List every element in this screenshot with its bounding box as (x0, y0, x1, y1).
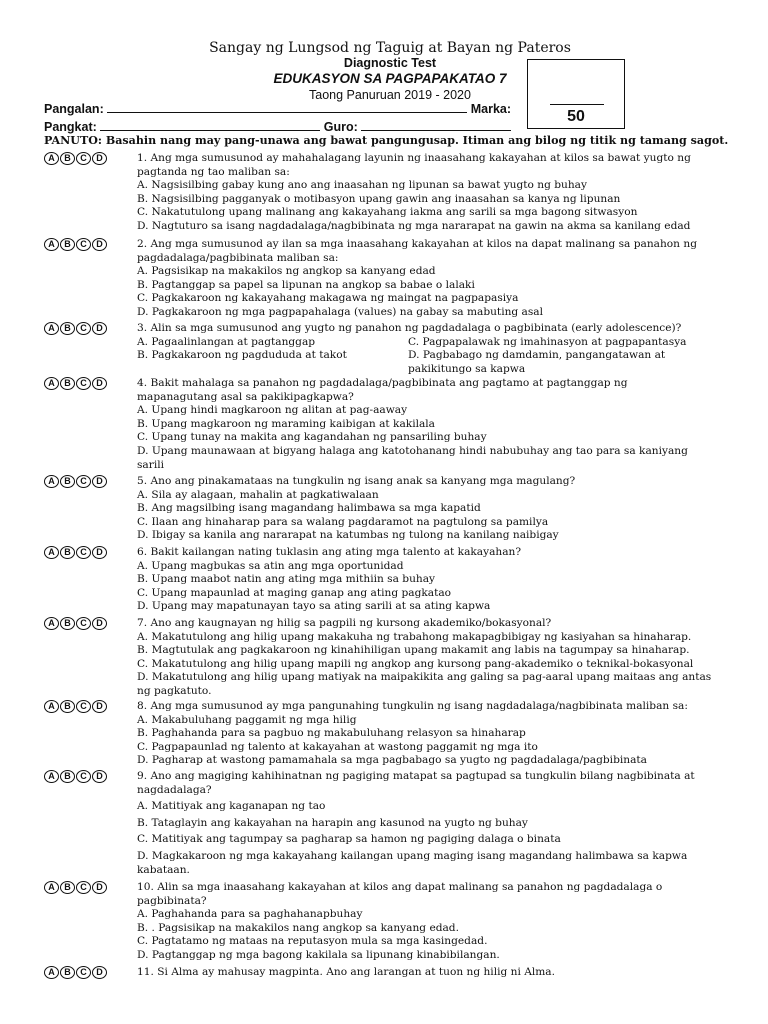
option-c: C. Upang mapaunlad at maging ganap ang ating pagkatao (137, 586, 452, 599)
option-a: A. Pagsisikap na makakilos ng angkop sa kanyang edad (137, 265, 436, 278)
option-b: B. Magtutulak ang pagkakaroon ng kinahihiligan upang makamit ang labis na tagumpay sa hinaharap. (137, 644, 690, 657)
question-text: 5. Ano ang pinakamataas na tungkulin ng isang anak sa kanyang mga magulang? (137, 475, 576, 487)
answer-bubble-d[interactable]: D (92, 322, 107, 335)
option-d: D. Pagbabago ng damdamin, pangangatawan at pakikitungo sa kapwa (408, 349, 666, 375)
answer-bubble-b[interactable]: B (60, 377, 75, 390)
answer-bubbles (44, 377, 107, 390)
teacher-label: Guro: (323, 120, 358, 134)
option-a: A. Upang magbukas sa atin ang mga oportunidad (137, 559, 404, 572)
option-b: B. Paghahanda para sa pagbuo ng makabuluhang relasyon sa hinaharap (137, 727, 526, 740)
answer-bubble-d[interactable]: D (92, 152, 107, 165)
option-d: D. Ibigay sa kanila ang nararapat na katumbas ng tulong na kanilang naibigay (137, 529, 559, 542)
option-b: B. Upang magkaroon ng maraming kaibigan at kakilala (137, 417, 435, 430)
score-label: Marka: (470, 102, 512, 116)
score-blank[interactable] (550, 104, 604, 105)
answer-bubble-a[interactable]: A (44, 966, 59, 979)
answer-bubble-c[interactable]: C (76, 546, 91, 559)
option-b: B. . Pagsisikap na makakilos nang angkop sa kanyang edad. (137, 921, 459, 934)
answer-bubble-d[interactable]: D (92, 617, 107, 630)
name-field[interactable] (107, 101, 467, 113)
answer-bubble-c[interactable]: C (76, 617, 91, 630)
answer-bubble-d[interactable]: D (92, 966, 107, 979)
answer-bubble-d[interactable]: D (92, 377, 107, 390)
answer-bubble-d[interactable]: D (92, 700, 107, 713)
question-text: 8. Ang mga sumusunod ay mga pangunahing tungkulin ng isang nagdadalaga/nagbibinata maliban sa: (137, 700, 688, 712)
school-year: Taong Panuruan 2019 - 2020 (309, 88, 471, 102)
answer-bubble-a[interactable]: A (44, 881, 59, 894)
name-row (44, 101, 511, 116)
option-c: C. Matitiyak ang tagumpay sa pagharap sa hamon ng pagiging dalaga o binata (137, 833, 561, 846)
section-row (44, 119, 511, 134)
option-b: B. Pagtanggap sa papel sa lipunan na angkop sa babae o lalaki (137, 278, 475, 291)
answer-bubble-b[interactable]: B (60, 475, 75, 488)
option-d: D. Magkakaroon ng mga kakayahang kailangan upang maging isang magandang halimbawa sa kapwa kabataan. (137, 850, 688, 876)
option-a: A. Sila ay alagaan, mahalin at pagkatiwalaan (137, 488, 379, 501)
answer-bubble-d[interactable]: D (92, 238, 107, 251)
answer-bubbles (44, 322, 107, 335)
division-title: Sangay ng Lungsod ng Taguig at Bayan ng Pateros (209, 40, 571, 56)
answer-bubble-b[interactable]: B (60, 966, 75, 979)
question-text: 1. Ang mga sumusunod ay mahahalagang layunin ng inaasahang kakayahan at kilos sa bawat yugto ng pagtanda ng tao maliban sa: (137, 152, 691, 178)
answer-bubble-d[interactable]: D (92, 475, 107, 488)
answer-bubble-a[interactable]: A (44, 770, 59, 783)
answer-bubble-a[interactable]: A (44, 700, 59, 713)
answer-bubbles (44, 770, 107, 783)
answer-bubble-c[interactable]: C (76, 238, 91, 251)
option-c: C. Makatutulong ang hilig upang mapili ng angkop ang kursong pang-akademiko o teknikal-bokasyonal (137, 657, 694, 670)
option-d: D. Pagtanggap ng mga bagong kakilala sa lipunang kinabibilangan. (137, 949, 500, 961)
option-c: C. Pagtatamo ng mataas na reputasyon mula sa mga kasingedad. (137, 935, 488, 948)
question-text: 3. Alin sa mga sumusunod ang yugto ng panahon ng pagdadalaga o pagbibinata (early adolescence)? (137, 322, 682, 334)
option-d: D. Upang may mapatunayan tayo sa ating sarili at sa ating kapwa (137, 600, 491, 613)
answer-bubble-a[interactable]: A (44, 617, 59, 630)
option-b: B. Upang maabot natin ang ating mga mithiin sa buhay (137, 573, 436, 586)
answer-bubbles (44, 881, 107, 894)
option-d: D. Pagkakaroon ng mga pagpapahalaga (values) na gabay sa mabuting asal (137, 306, 544, 318)
answer-bubble-d[interactable]: D (92, 546, 107, 559)
answer-bubble-d[interactable]: D (92, 881, 107, 894)
option-d: D. Nagtuturo sa isang nagdadalaga/nagbibinata ng mga nararapat na gawin na akma sa kanilang edad (137, 220, 691, 232)
answer-bubble-a[interactable]: A (44, 238, 59, 251)
answer-bubble-a[interactable]: A (44, 152, 59, 165)
answer-bubble-b[interactable]: B (60, 546, 75, 559)
option-c: C. Ilaan ang hinaharap para sa walang pagdaramot na pagtulong sa pamilya (137, 515, 549, 528)
option-b: B. Nagsisilbing pagganyak o motibasyon upang gawin ang inaasahan sa kanya ng lipunan (137, 192, 621, 205)
option-c: C. Pagpapalawak ng imahinasyon at pagpapantasya (408, 335, 687, 348)
question-text: 9. Ano ang magiging kahihinatnan ng pagiging matapat sa pagtupad sa tungkulin bilang nagbibinata at nagdadalaga? (137, 770, 695, 796)
answer-bubbles (44, 617, 107, 630)
answer-bubbles (44, 152, 107, 165)
answer-bubble-b[interactable]: B (60, 152, 75, 165)
question-text: 11. Si Alma ay mahusay magpinta. Ano ang larangan at tuon ng hilig ni Alma. (137, 966, 555, 978)
answer-bubble-d[interactable]: D (92, 770, 107, 783)
option-a: A. Pagaalinlangan at pagtanggap (137, 335, 316, 348)
option-b: B. Ang magsilbing isang magandang halimbawa sa mga kapatid (137, 502, 481, 515)
answer-bubble-b[interactable]: B (60, 770, 75, 783)
option-d: D. Pagharap at wastong pamamahala sa mga pagbabago sa yugto ng pagdadalaga/pagbibinata (137, 754, 647, 767)
option-c: C. Nakatutulong upang malinang ang kakayahang iakma ang sarili sa mga bagong sitwasyon (137, 206, 638, 219)
answer-bubble-b[interactable]: B (60, 881, 75, 894)
option-b: B. Tataglayin ang kakayahan na harapin ang kasunod na yugto ng buhay (137, 816, 528, 829)
subject-title: EDUKASYON SA PAGPAPAKATAO 7 (273, 71, 507, 86)
instructions: PANUTO: Basahin nang may pang-unawa ang bawat pangungusap. Itiman ang bilog ng titik ng tamang sagot. (44, 134, 729, 147)
answer-bubble-a[interactable]: A (44, 322, 59, 335)
answer-bubble-c[interactable]: C (76, 700, 91, 713)
option-a: A. Makatutulong ang hilig upang makakuha ng trabahong makapagbibigay ng kasiyahan sa hinaharap. (137, 630, 692, 643)
answer-bubble-c[interactable]: C (76, 475, 91, 488)
answer-bubbles (44, 700, 107, 713)
option-d: D. Upang maunawaan at bigyang halaga ang katotohanang hindi nabubuhay ang tao para sa kaniyang sarili (137, 445, 688, 471)
option-a: A. Upang hindi magkaroon ng alitan at pag-aaway (137, 404, 408, 417)
answer-bubbles (44, 475, 107, 488)
answer-bubble-c[interactable]: C (76, 152, 91, 165)
answer-bubble-c[interactable]: C (76, 377, 91, 390)
option-c: C. Pagkakaroon ng kakayahang makagawa ng maingat na pagpapasiya (137, 292, 519, 305)
answer-bubble-c[interactable]: C (76, 966, 91, 979)
test-type: Diagnostic Test (343, 56, 437, 70)
question-text: 4. Bakit mahalaga sa panahon ng pagdadalaga/pagbibinata ang pagtamo at pagtanggap ng mapanagutang asal sa pakikipagkapwa? (137, 377, 628, 403)
answer-bubbles (44, 546, 107, 559)
option-a: A. Matitiyak ang kaganapan ng tao (137, 800, 326, 813)
score-box (527, 59, 625, 129)
answer-bubbles (44, 966, 107, 979)
score-total: 50 (567, 108, 585, 125)
option-b: B. Pagkakaroon ng pagdududa at takot (137, 349, 347, 362)
section-label: Pangkat: (44, 120, 97, 134)
answer-bubble-b[interactable]: B (60, 617, 75, 630)
answer-bubble-a[interactable]: A (44, 546, 59, 559)
answer-bubble-b[interactable]: B (60, 238, 75, 251)
answer-bubble-b[interactable]: B (60, 322, 75, 335)
teacher-field[interactable] (361, 119, 511, 131)
option-a: A. Paghahanda para sa paghahanapbuhay (137, 908, 363, 921)
question-text: 2. Ang mga sumusunod ay ilan sa mga inaasahang kakayahan at kilos na dapat malinang sa panahon ng pagdadalaga/pagbibinata maliban sa: (137, 238, 697, 264)
answer-bubbles (44, 238, 107, 251)
option-a: A. Nagsisilbing gabay kung ano ang inaasahan ng lipunan sa bawat yugto ng buhay (137, 179, 587, 192)
answer-bubble-a[interactable]: A (44, 377, 59, 390)
option-c: C. Pagpapaunlad ng talento at kakayahan at wastong paggamit ng mga ito (137, 740, 538, 753)
answer-bubble-c[interactable]: C (76, 770, 91, 783)
answer-bubble-c[interactable]: C (76, 322, 91, 335)
question-text: 6. Bakit kailangan nating tuklasin ang ating mga talento at kakayahan? (137, 546, 522, 558)
option-d: D. Makatutulong ang hilig upang matiyak na maipakikita ang galing sa pag-aaral upang maitaas ang antas ng pagkatuto. (137, 671, 712, 697)
name-label: Pangalan: (44, 102, 104, 116)
option-c: C. Upang tunay na makita ang kagandahan ng pansariling buhay (137, 431, 487, 444)
question-text: 7. Ano ang kaugnayan ng hilig sa pagpili ng kursong akademiko/bokasyonal? (137, 617, 552, 629)
question-text: 10. Alin sa mga inaasahang kakayahan at kilos ang dapat malinang sa panahon ng pagdadalaga o pagbibinata? (137, 881, 663, 907)
option-a: A. Makabuluhang paggamit ng mga hilig (137, 713, 357, 726)
answer-bubble-b[interactable]: B (60, 700, 75, 713)
answer-bubble-a[interactable]: A (44, 475, 59, 488)
answer-bubble-c[interactable]: C (76, 881, 91, 894)
section-field[interactable] (100, 119, 320, 131)
